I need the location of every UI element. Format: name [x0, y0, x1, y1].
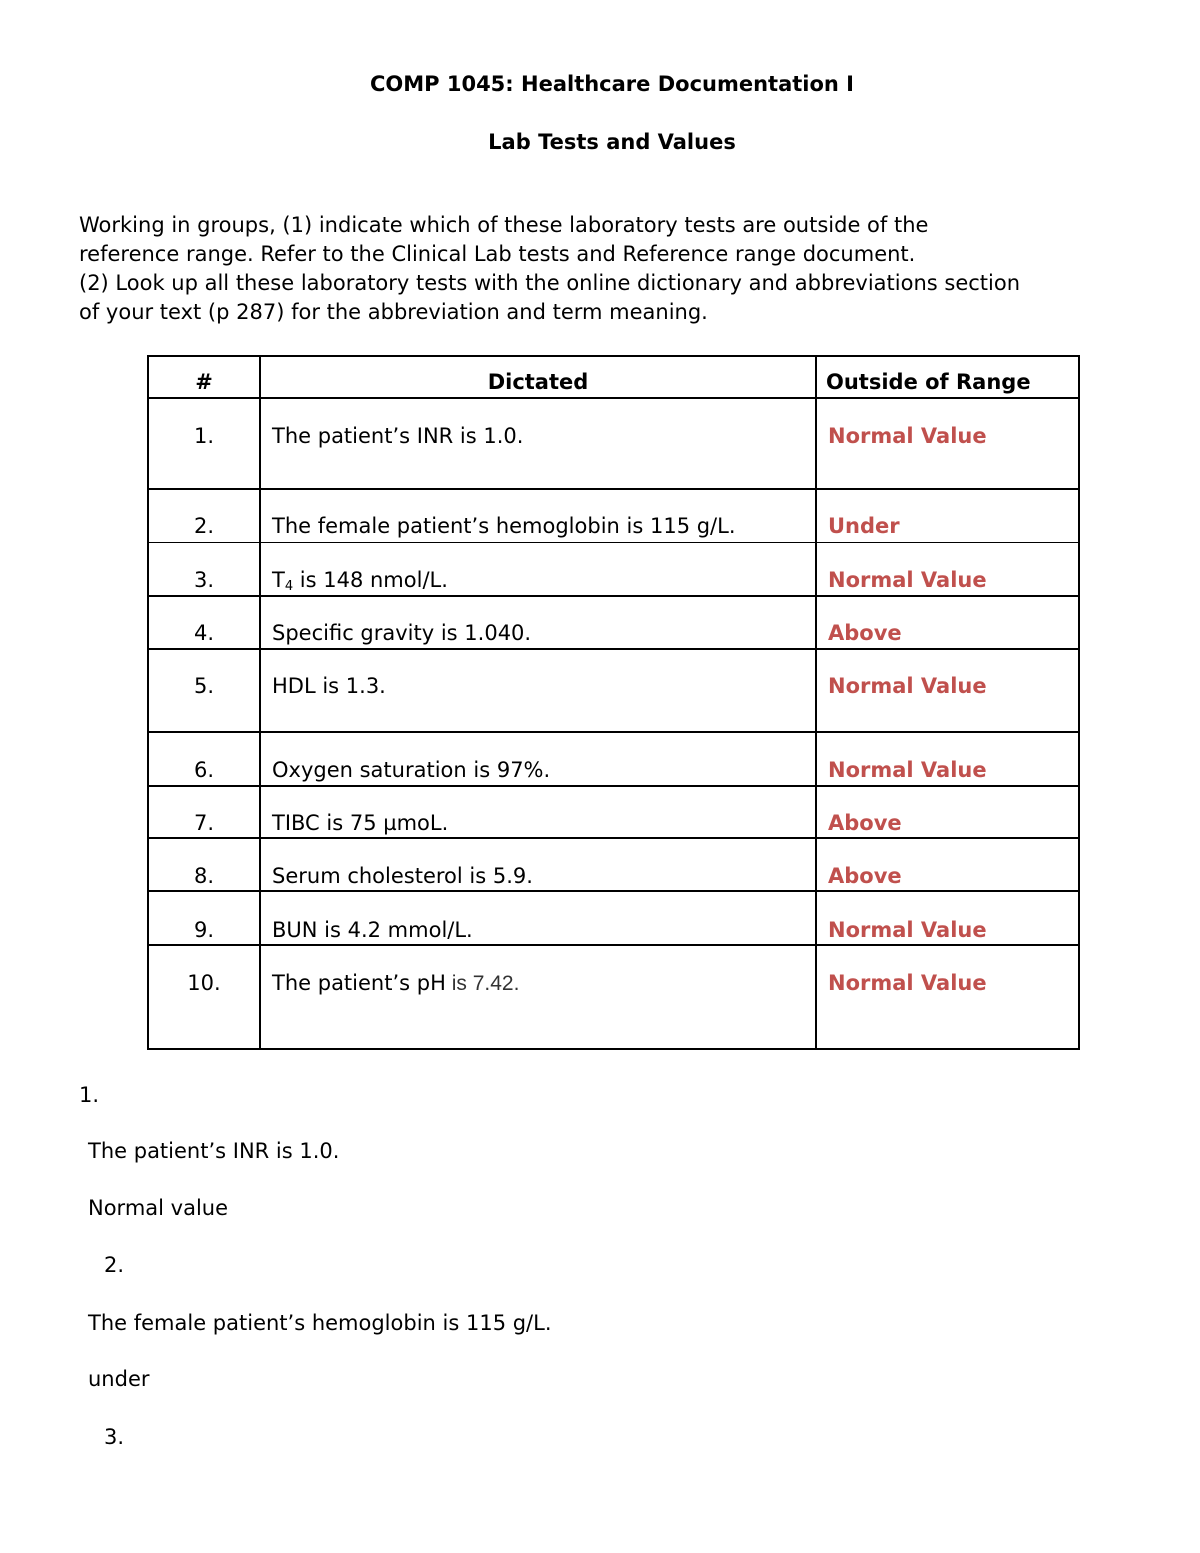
instructions-line-2: reference range. Refer to the Clinical Lab tests and Reference range document. [79, 242, 916, 266]
range-result: Normal Value [828, 971, 987, 995]
row-number: 9. [193, 918, 215, 942]
row-divider [149, 731, 1078, 733]
dictated-text [272, 568, 448, 592]
range-result: Normal Value [828, 918, 987, 942]
dictated-text: BUN is 4.2 mmol/L. [272, 918, 473, 942]
row-divider [149, 837, 1078, 839]
lab-values-table [147, 355, 1080, 1050]
dictated-suffix: is 7.42. [445, 972, 520, 995]
course-title: COMP 1045: Healthcare Documentation I [369, 72, 854, 96]
dictated-main: The patient’s pH [272, 971, 446, 995]
answer-1-text: The patient’s INR is 1.0. [88, 1139, 340, 1163]
dictated-text [272, 971, 519, 996]
dictated-rest: is 148 nmol/L. [293, 568, 448, 592]
column-header-outside-range: Outside of Range [826, 370, 1031, 394]
range-result: Normal Value [828, 758, 987, 782]
row-divider [149, 785, 1078, 787]
dictated-text: The female patient’s hemoglobin is 115 g/L. [272, 514, 736, 538]
answer-3-number: 3. [104, 1425, 125, 1449]
row-divider [149, 542, 1078, 543]
row-divider [149, 648, 1078, 650]
range-result: Above [828, 811, 902, 835]
row-divider [149, 944, 1078, 946]
row-number: 4. [193, 621, 215, 645]
column-header-number: # [195, 370, 213, 394]
dictated-text: Oxygen saturation is 97%. [272, 758, 551, 782]
answer-2-number: 2. [104, 1253, 125, 1277]
instructions [79, 211, 1159, 327]
range-result: Above [828, 621, 902, 645]
dictated-text: Specific gravity is 1.040. [272, 621, 532, 645]
range-result: Under [828, 514, 900, 538]
row-divider [149, 488, 1078, 490]
row-divider [149, 595, 1078, 597]
row-divider [149, 890, 1078, 892]
range-result: Normal Value [828, 674, 987, 698]
dictated-subscript: 4 [284, 579, 294, 594]
row-number: 8. [193, 864, 215, 888]
instructions-line-3: (2) Look up all these laboratory tests with the online dictionary and abbreviations section [79, 271, 1021, 295]
row-number: 10. [187, 971, 221, 995]
header-divider [149, 397, 1078, 399]
row-number: 5. [193, 674, 215, 698]
instructions-line-1: Working in groups, (1) indicate which of these laboratory tests are outside of the [79, 213, 929, 237]
row-number: 3. [193, 568, 215, 592]
dictated-text: The patient’s INR is 1.0. [272, 424, 524, 448]
row-number: 7. [193, 811, 215, 835]
range-result: Above [828, 864, 902, 888]
answer-2-result: under [88, 1367, 150, 1391]
answer-1-number: 1. [79, 1083, 100, 1107]
row-number: 6. [193, 758, 215, 782]
range-result: Normal Value [828, 424, 987, 448]
row-number: 1. [193, 424, 215, 448]
dictated-text: TIBC is 75 µmoL. [272, 811, 449, 835]
dictated-prefix: T [272, 568, 285, 592]
range-result: Normal Value [828, 568, 987, 592]
row-number: 2. [193, 514, 215, 538]
page-subtitle: Lab Tests and Values [488, 130, 736, 154]
column-header-dictated: Dictated [487, 370, 589, 394]
answer-2-text: The female patient’s hemoglobin is 115 g/L. [88, 1311, 552, 1335]
dictated-text: Serum cholesterol is 5.9. [272, 864, 533, 888]
dictated-text: HDL is 1.3. [272, 674, 386, 698]
instructions-line-4: of your text (p 287) for the abbreviation and term meaning. [79, 300, 708, 324]
answer-1-result: Normal value [88, 1196, 229, 1220]
